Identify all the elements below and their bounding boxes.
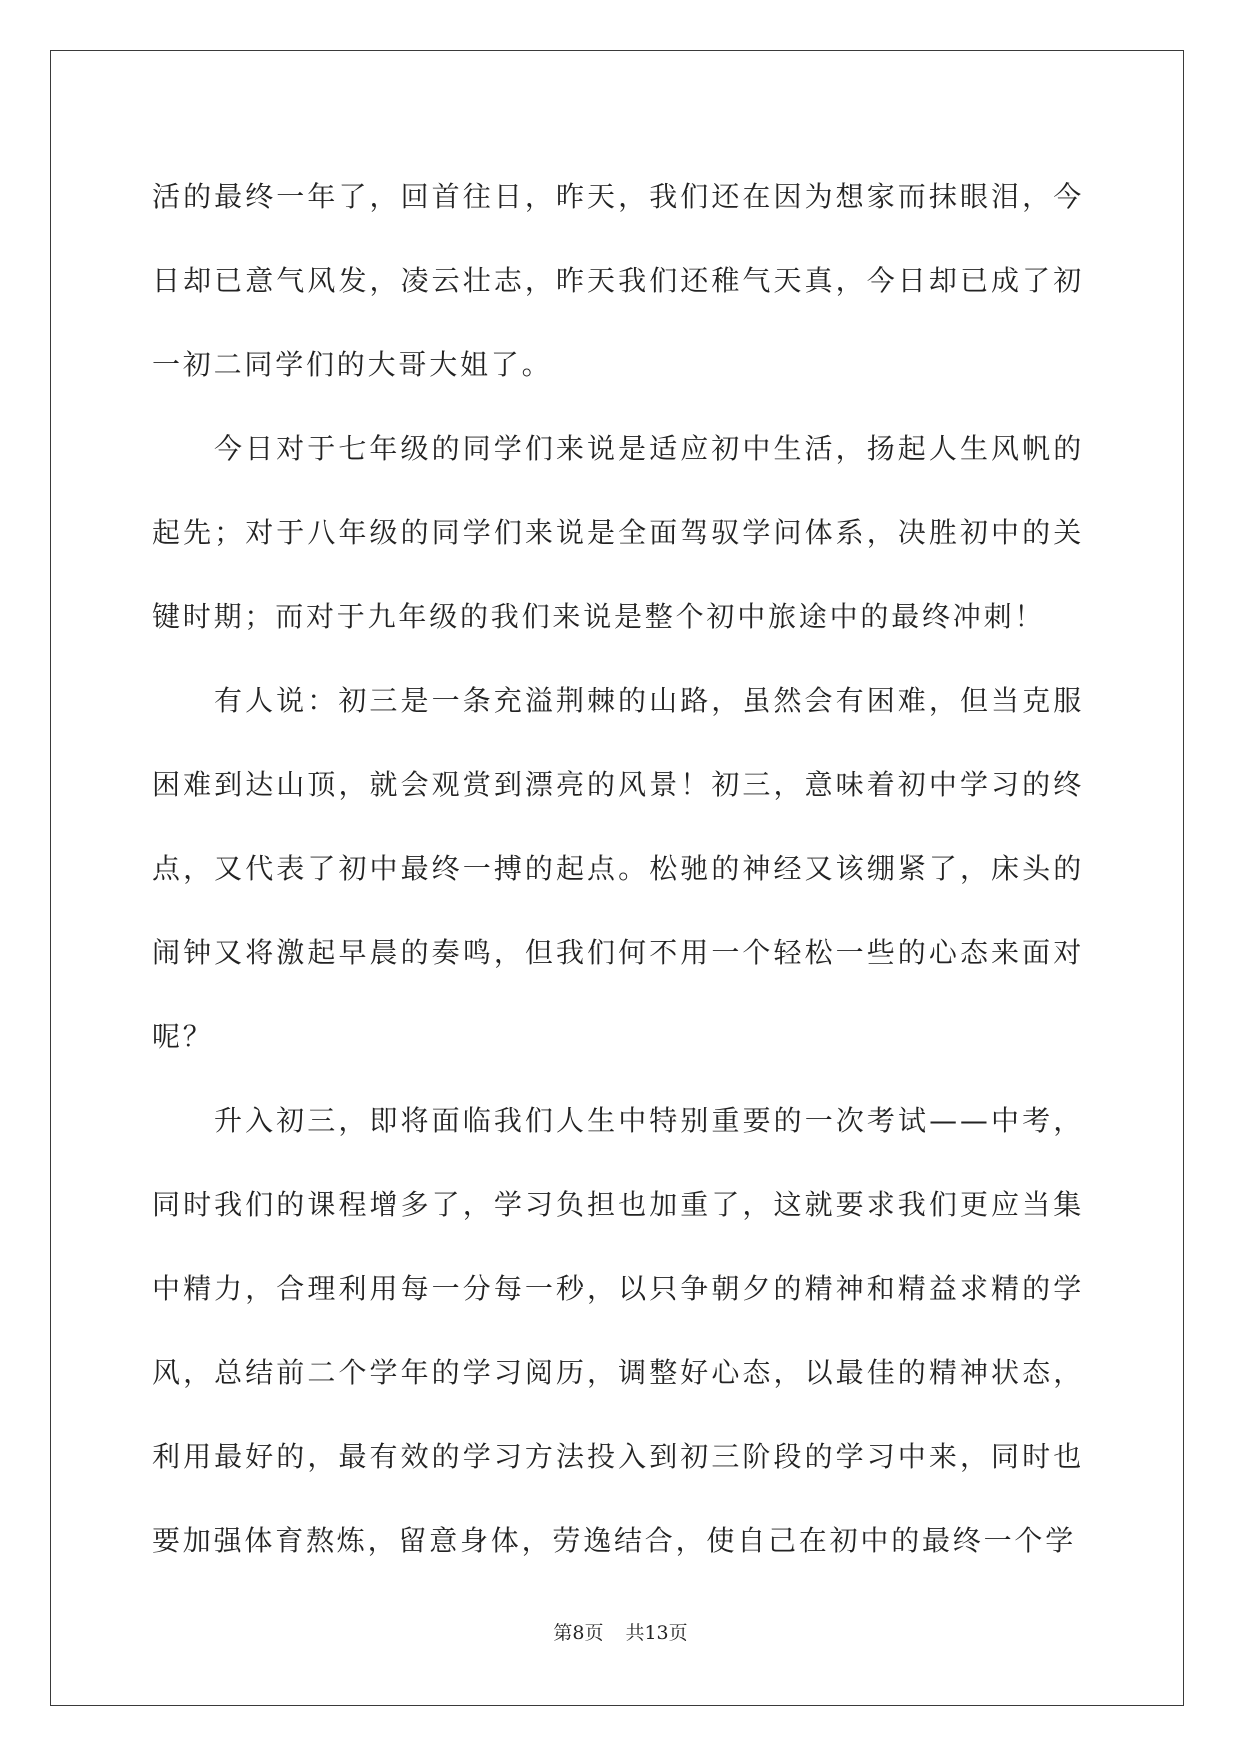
paragraph-2: 今日对于七年级的同学们来说是适应初中生活，扬起人生风帆的起先；对于八年级的同学们来说是全面驾驭学问体系，决胜初中的关键时期；而对于九年级的我们来说是整个初中旅途中的最终冲刺！ (152, 432, 1084, 633)
paragraph-1: 活的最终一年了，回首往日，昨天，我们还在因为想家而抹眼泪，今日却已意气风发，凌云壮志，昨天我们还稚气天真，今日却已成了初一初二同学们的大哥大姐了。 (152, 180, 1084, 381)
page-total: 共13页 (625, 1622, 688, 1644)
paragraph-3: 有人说：初三是一条充溢荆棘的山路，虽然会有困难，但当克服困难到达山顶，就会观赏到漂亮的风景！初三，意味着初中学习的终点，又代表了初中最终一搏的起点。松驰的神经又该绷紧了，床头的闹钟又将激起早晨的奏鸣，但我们何不用一个轻松一些的心态来面对呢？ (152, 684, 1084, 1053)
page-number: 第8页 (553, 1622, 604, 1644)
paragraph-4: 升入初三，即将面临我们人生中特别重要的一次考试——中考，同时我们的课程增多了，学习负担也加重了，这就要求我们更应当集中精力，合理利用每一分每一秒，以只争朝夕的精神和精益求精的学风，总结前二个学年的学习阅历，调整好心态，以最佳的精神状态，利用最好的，最有效的学习方法投入到初三阶段的学习中来，同时也要加强体育熬炼，留意身体，劳逸结合，使自己在初中的最终一个学 (152, 1104, 1084, 1557)
page-footer (0, 1618, 1241, 1645)
document-body (152, 155, 1084, 1583)
